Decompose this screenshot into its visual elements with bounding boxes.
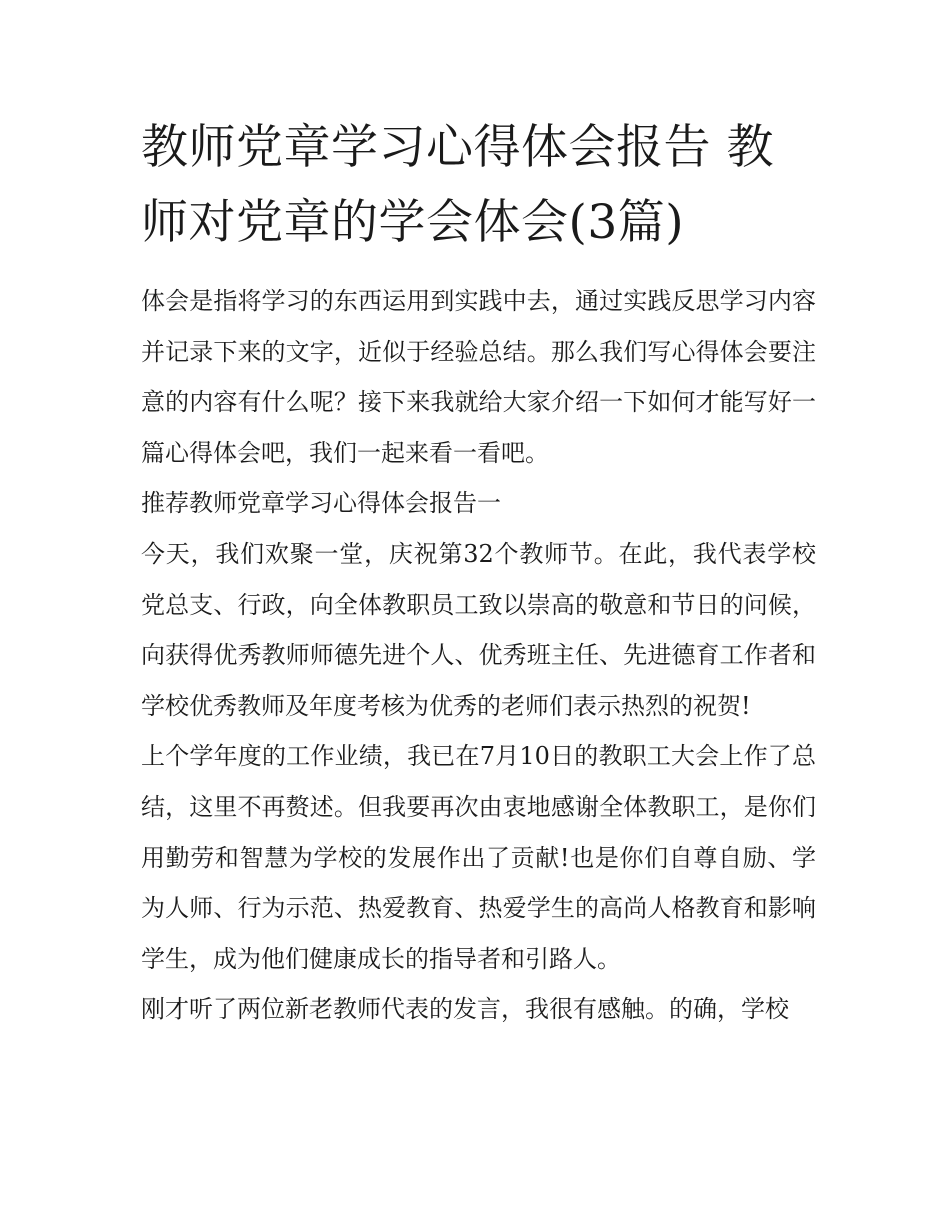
document-page xyxy=(141,110,816,1035)
section-heading: 推荐教师党章学习心得体会报告一 xyxy=(141,489,501,518)
body-paragraph: 今天，我们欢聚一堂，庆祝第32个教师节。在此，我代表学校党总支、行政，向全体教职员工致以崇高的敬意和节日的问候，向获得优秀教师师德先进个人、优秀班主任、先进德育工作者和学校优秀教师及年度考核为优秀的老师们表示热烈的祝贺! xyxy=(141,539,816,720)
document-title: 教师党章学习心得体会报告 教师对党章的学会体会(3篇) xyxy=(141,120,774,250)
body-paragraph: 刚才听了两位新老教师代表的发言，我很有感触。的确，学校 xyxy=(141,995,789,1024)
intro-paragraph: 体会是指将学习的东西运用到实践中去，通过实践反思学习内容并记录下来的文字，近似于经验总结。那么我们写心得体会要注意的内容有什么呢？接下来我就给大家介绍一下如何才能写好一篇心得体会吧，我们一起来看一看吧。 xyxy=(141,287,816,467)
body-paragraph: 上个学年度的工作业绩，我已在7月10日的教职工大会上作了总结，这里不再赘述。但我要再次由衷地感谢全体教职工，是你们用勤劳和智慧为学校的发展作出了贡献!也是你们自尊自励、学为人师、行为示范、热爱教育、热爱学生的高尚人格教育和影响学生，成为他们健康成长的指导者和引路人。 xyxy=(141,742,816,973)
